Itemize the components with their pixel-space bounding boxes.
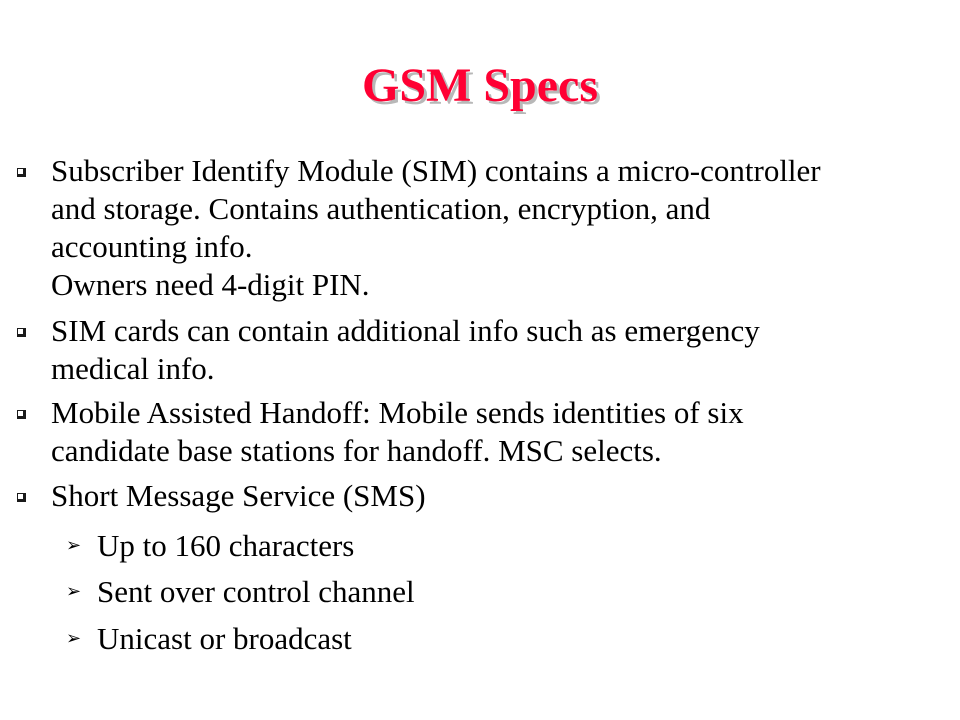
sub-bullet-text: Up to 160 characters — [97, 528, 355, 563]
arrow-bullet-icon: ➢ — [66, 628, 82, 649]
bullet-text — [51, 152, 951, 304]
bullet-line: SIM cards can contain additional info such as emergency — [51, 313, 760, 348]
arrow-bullet-icon: ➢ — [66, 581, 82, 602]
bullet-line: Owners need 4-digit PIN. — [51, 267, 370, 302]
bullet-line: Short Message Service (SMS) — [51, 478, 426, 513]
bullet-line: accounting info. — [51, 229, 253, 264]
bullet-text — [51, 394, 951, 470]
sub-bullet-text: Sent over control channel — [97, 574, 415, 609]
arrow-bullet-icon: ➢ — [66, 535, 82, 556]
square-bullet-icon — [17, 493, 26, 502]
square-bullet-icon — [17, 328, 26, 337]
bullet-line: medical info. — [51, 351, 215, 386]
sub-bullet-text: Unicast or broadcast — [97, 621, 352, 656]
bullet-text — [51, 312, 951, 388]
bullet-line: candidate base stations for handoff. MSC selects. — [51, 433, 662, 468]
square-bullet-icon — [17, 410, 26, 419]
bullet-line: Mobile Assisted Handoff: Mobile sends identities of six — [51, 395, 744, 430]
bullet-line: and storage. Contains authentication, encryption, and — [51, 191, 711, 226]
square-bullet-icon — [17, 168, 26, 177]
bullet-line: Subscriber Identify Module (SIM) contains a micro-controller — [51, 153, 821, 188]
bullet-text — [51, 477, 951, 515]
slide-title: GSM Specs — [361, 59, 598, 112]
